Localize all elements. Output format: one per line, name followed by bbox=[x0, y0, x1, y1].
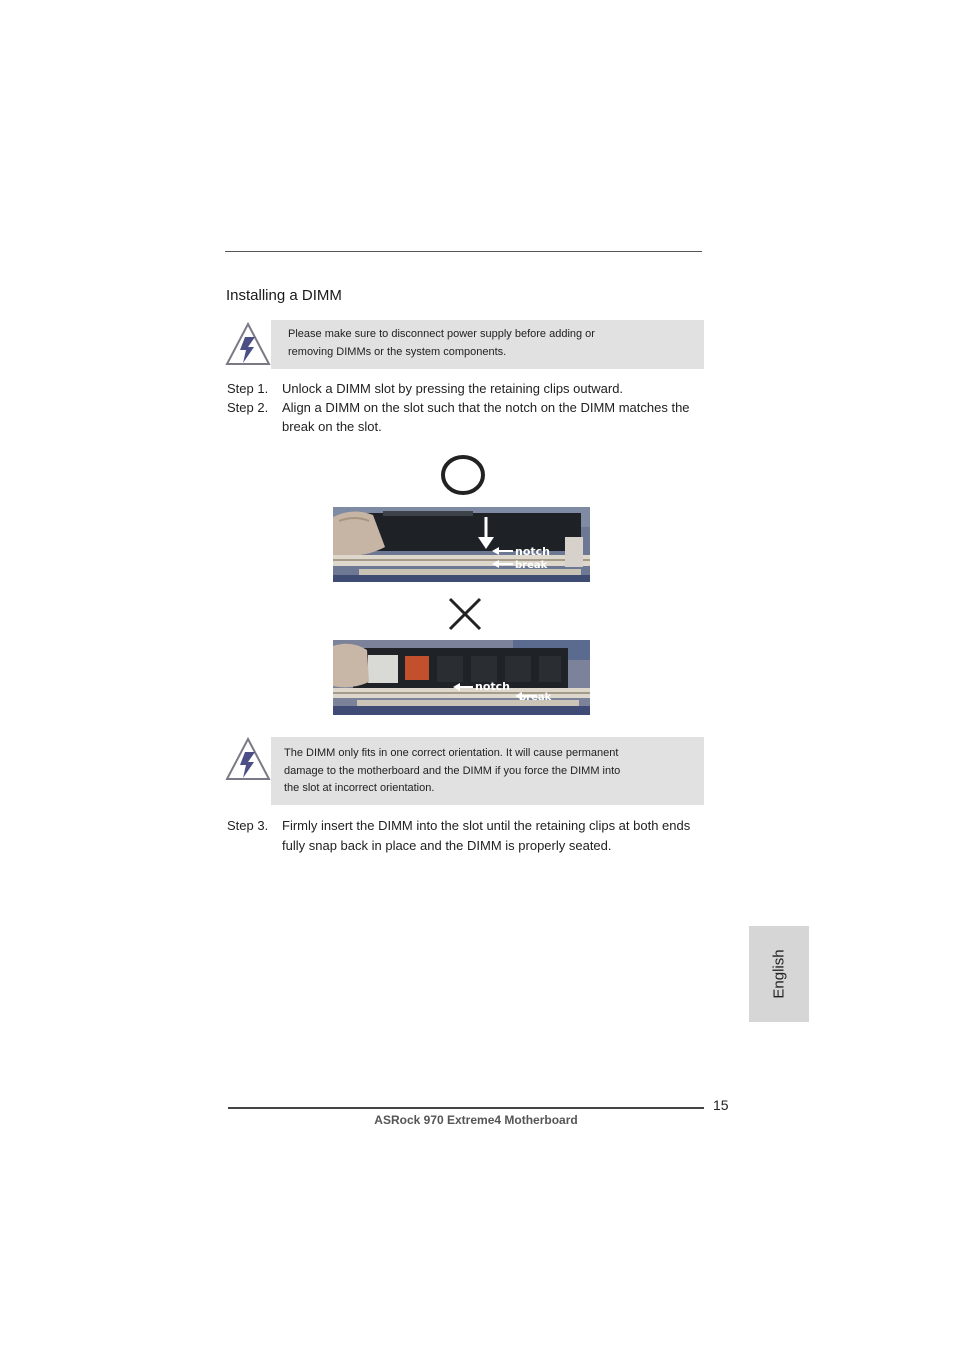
warning-line: The DIMM only fits in one correct orientation. It will cause permanent bbox=[284, 747, 619, 759]
top-rule bbox=[225, 251, 702, 252]
step-label: Step 2. bbox=[227, 400, 269, 415]
language-tab bbox=[749, 926, 809, 1022]
step-text: Firmly insert the DIMM into the slot until the retaining clips at both ends fully snap back in place and the DIMM is properly seated. bbox=[282, 818, 691, 853]
dimm-correct-photo bbox=[333, 507, 590, 582]
warning-lightning-icon bbox=[225, 321, 271, 367]
warning-line: damage to the motherboard and the DIMM if you force the DIMM into bbox=[284, 764, 621, 777]
section-title: Installing a DIMM bbox=[226, 287, 342, 304]
step-2 bbox=[227, 398, 707, 436]
warning-line: Please make sure to disconnect power supply before adding or bbox=[288, 328, 595, 340]
warning-note-2 bbox=[271, 737, 704, 805]
warning-note-1 bbox=[271, 320, 704, 369]
step-label: Step 1. bbox=[227, 381, 269, 396]
step-text: Unlock a DIMM slot by pressing the retaining clips outward. bbox=[282, 381, 624, 396]
footer-title: ASRock 970 Extreme4 Motherboard bbox=[374, 1113, 578, 1127]
bottom-rule bbox=[228, 1107, 704, 1109]
page-number: 15 bbox=[713, 1097, 729, 1113]
break-label: break bbox=[519, 692, 552, 703]
warning-line: the slot at incorrect orientation. bbox=[284, 782, 435, 794]
wrong-cross-icon bbox=[446, 596, 484, 632]
notch-label: notch bbox=[515, 545, 550, 558]
step-3 bbox=[227, 816, 707, 856]
language-tab-label: English bbox=[770, 949, 788, 999]
step-label: Step 3. bbox=[227, 818, 269, 833]
warning-line: removing DIMMs or the system components. bbox=[288, 345, 507, 358]
break-label: break bbox=[515, 560, 548, 571]
warning-lightning-icon bbox=[225, 736, 271, 782]
step-1 bbox=[227, 379, 707, 398]
step-text: Align a DIMM on the slot such that the notch on the DIMM matches the break on the slot. bbox=[282, 400, 690, 434]
dimm-wrong-photo bbox=[333, 640, 590, 715]
notch-label: notch bbox=[475, 680, 510, 693]
correct-circle-icon bbox=[439, 453, 487, 497]
